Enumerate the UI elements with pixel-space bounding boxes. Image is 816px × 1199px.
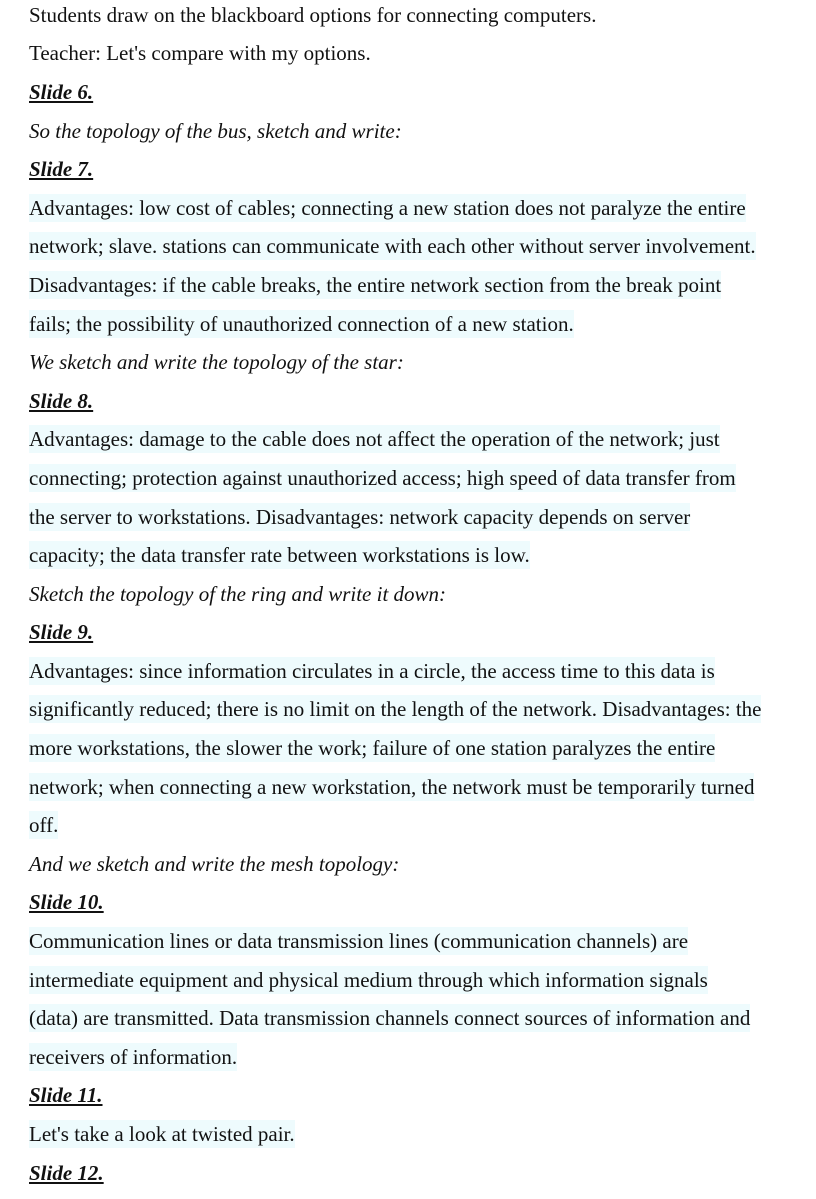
slide-heading: Slide 8. [29,389,94,413]
body-text-line: Advantages: damage to the cable does not affect the operation of the network; just [29,427,720,451]
slide-heading: Slide 10. [29,890,104,914]
body-text-line: capacity; the data transfer rate between workstations is low. [29,543,530,567]
body-text-line: Advantages: low cost of cables; connecting a new station does not paralyze the entire [29,196,746,220]
instruction-line: And we sketch and write the mesh topology: [29,852,400,876]
body-text-line: (data) are transmitted. Data transmission channels connect sources of information and [29,1006,751,1030]
body-text-line: intermediate equipment and physical medium through which information signals [29,968,708,992]
body-text-line: Let's take a look at twisted pair. [29,1122,295,1146]
body-text-line: connecting; protection against unauthorized access; high speed of data transfer from [29,466,736,490]
body-text-line: Disadvantages: if the cable breaks, the entire network section from the break point [29,273,722,297]
body-text-line: more workstations, the slower the work; failure of one station paralyzes the entire [29,736,716,760]
instruction-line: We sketch and write the topology of the star: [29,350,404,374]
instruction-line: Sketch the topology of the ring and write it down: [29,582,447,606]
body-text-line: Students draw on the blackboard options for connecting computers. [29,3,597,27]
slide-heading: Slide 11. [29,1083,103,1107]
body-text-line: network; slave. stations can communicate with each other without server involvement. [29,234,756,258]
slide-heading: Slide 6. [29,80,94,104]
body-text-line: the server to workstations. Disadvantages: network capacity depends on server [29,505,691,529]
slide-heading: Slide 9. [29,620,94,644]
body-text-line: network; when connecting a new workstation, the network must be temporarily turned [29,775,755,799]
body-text-line: off. [29,813,59,837]
instruction-line: So the topology of the bus, sketch and write: [29,119,402,143]
slide-heading: Slide 12. [29,1161,104,1185]
body-text-line: Communication lines or data transmission lines (communication channels) are [29,929,689,953]
body-text-line: significantly reduced; there is no limit on the length of the network. Disadvantages: the [29,697,762,721]
slide-heading: Slide 7. [29,157,94,181]
body-text-line: fails; the possibility of unauthorized connection of a new station. [29,312,574,336]
body-text-line: Teacher: Let's compare with my options. [29,41,371,65]
body-text-line: receivers of information. [29,1045,238,1069]
body-text-line: Advantages: since information circulates in a circle, the access time to this data is [29,659,715,683]
